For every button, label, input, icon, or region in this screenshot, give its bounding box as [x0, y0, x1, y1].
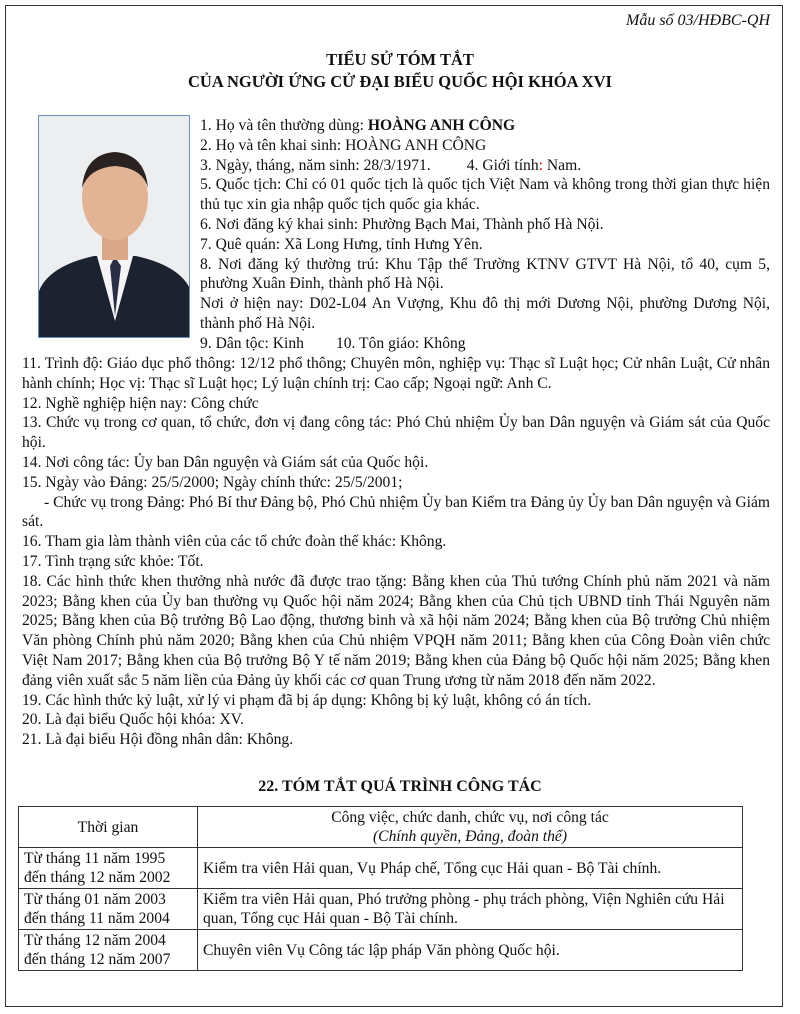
time-cell: Từ tháng 01 năm 2003 đến tháng 11 năm 2004: [19, 889, 198, 930]
item-6: 6. Nơi đăng ký khai sinh: Phường Bạch Mai, Thành phố Hà Nội.: [200, 215, 604, 233]
item-8-current-address: Nơi ở hiện nay: D02-L04 An Vượng, Khu đô thị mới Dương Nội, phường Dương Nội, thành phố Hà Nội.: [200, 295, 770, 332]
item-15-party-position: - Chức vụ trong Đảng: Phó Bí thư Đảng bộ, Phó Chủ nhiệm Ủy ban Kiểm tra Đảng ủy Ủy ban Dân nguyện và Giám sát.: [22, 493, 770, 531]
table-row: [19, 848, 743, 889]
full-name: HOÀNG ANH CÔNG: [367, 117, 516, 134]
work-cell: Kiểm tra viên Hải quan, Phó trưởng phòng - phụ trách phòng, Viện Nghiên cứu Hải quan, Tổng cục Hải quan - Bộ Tài chính.: [198, 889, 743, 930]
time-cell: Từ tháng 11 năm 1995 đến tháng 12 năm 2002: [19, 848, 198, 889]
header-time: Thời gian: [19, 807, 198, 848]
item-11: 11. Trình độ: Giáo dục phổ thông: 12/12 phổ thông; Chuyên môn, nghiệp vụ: Thạc sĩ Luật học; Cử nhân Luật, Cử nhân hành chính; Học vị: Thạc sĩ Luật học; Lý luận chính trị: Cao cấp; Ngoại ngữ: Anh C.: [22, 355, 770, 392]
item-12: 12. Nghề nghiệp hiện nay: Công chức: [22, 394, 259, 412]
item-7: 7. Quê quán: Xã Long Hưng, tỉnh Hưng Yên.: [200, 235, 483, 253]
item-19: 19. Các hình thức kỷ luật, xử lý vi phạm đã bị áp dụng: Không bị kỷ luật, không có án tích.: [22, 691, 592, 709]
item-5: 5. Quốc tịch: Chỉ có 01 quốc tịch là quốc tịch Việt Nam và không trong thời gian thực hiện thủ tục xin gia nhập quốc tịch quốc gia khác.: [200, 176, 770, 214]
work-cell: Kiểm tra viên Hải quan, Vụ Pháp chế, Tổng cục Hải quan - Bộ Tài chính.: [198, 848, 743, 889]
work-history-table: [18, 806, 743, 971]
item-15: 15. Ngày vào Đảng: 25/5/2000; Ngày chính thức: 25/5/2001;: [22, 473, 403, 491]
table-header-row: [19, 807, 743, 848]
item-1: 1. Họ và tên thường dùng: HOÀNG ANH CÔNG: [200, 117, 516, 134]
item-13: 13. Chức vụ trong cơ quan, tổ chức, đơn vị đang công tác: Phó Chủ nhiệm Ủy ban Dân nguyện và Giám sát của Quốc hội.: [22, 414, 770, 452]
form-number: Mẫu số 03/HĐBC-QH: [626, 12, 770, 29]
time-cell: Từ tháng 12 năm 2004 đến tháng 12 năm 2007: [19, 930, 198, 971]
table-row: [19, 930, 743, 971]
personal-info-bottom: [22, 354, 770, 750]
item-9-10: 9. Dân tộc: Kinh 10. Tôn giáo: Không: [200, 334, 466, 352]
header-work: Công việc, chức danh, chức vụ, nơi công tác (Chính quyền, Đảng, đoàn thể): [198, 807, 743, 848]
item-3-4: 3. Ngày, tháng, năm sinh: 28/3/1971. 4. Giới tính: Nam.: [200, 156, 582, 174]
item-16: 16. Tham gia làm thành viên của các tổ chức đoàn thể khác: Không.: [22, 533, 447, 551]
item-17: 17. Tình trạng sức khỏe: Tốt.: [22, 552, 204, 570]
doc-title: TIỂU SỬ TÓM TẮT: [326, 50, 474, 69]
item-2: 2. Họ và tên khai sinh: HOÀNG ANH CÔNG: [200, 136, 487, 154]
work-cell: Chuyên viên Vụ Công tác lập pháp Văn phòng Quốc hội.: [198, 930, 743, 971]
item-20: 20. Là đại biểu Quốc hội khóa: XV.: [22, 711, 244, 729]
item-8: 8. Nơi đăng ký thường trú: Khu Tập thể Trường KTNV GTVT Hà Nội, tổ 40, cụm 5, phường Xuân Đỉnh, thành phố Hà Nội.: [200, 255, 770, 293]
item-18: 18. Các hình thức khen thưởng nhà nước đã được trao tặng: Bằng khen của Thủ tướng Chính phủ năm 2021 và năm 2023; Bằng khen của Ủy ban thường vụ Quốc hội năm 2024; Bằng khen của Chủ tịch UBND tỉnh Thái Nguyên năm 2025; Bằng khen của Bộ trưởng Bộ Lao động, thương binh và xã hội năm 2024; Bằng khen của Bộ trưởng Chủ nhiệm Văn phòng Chính phủ năm 2020; Bằng khen của Chủ nhiệm VPQH năm 2011; Bằng khen của Công Đoàn viên chức Việt Nam 2017; Bằng khen của Bộ trưởng Bộ Y tế năm 2019; Bằng khen của Đảng bộ Quốc hội năm 2025; Bằng khen đảng viên xuất sắc 5 năm liền của Đảng ủy khối các cơ quan Trung ương từ năm 2018 đến năm 2022.: [22, 572, 770, 689]
table-row: [19, 889, 743, 930]
doc-subtitle: CỦA NGƯỜI ỨNG CỬ ĐẠI BIỂU QUỐC HỘI KHÓA XVI: [188, 72, 612, 91]
item-21: 21. Là đại biểu Hội đồng nhân dân: Không.: [22, 731, 294, 749]
personal-info-top: [200, 116, 770, 354]
section-22-title: 22. TÓM TẮT QUÁ TRÌNH CÔNG TÁC: [258, 778, 542, 795]
portrait-photo: [38, 115, 190, 338]
item-14: 14. Nơi công tác: Ủy ban Dân nguyện và Giám sát của Quốc hội.: [22, 453, 429, 471]
